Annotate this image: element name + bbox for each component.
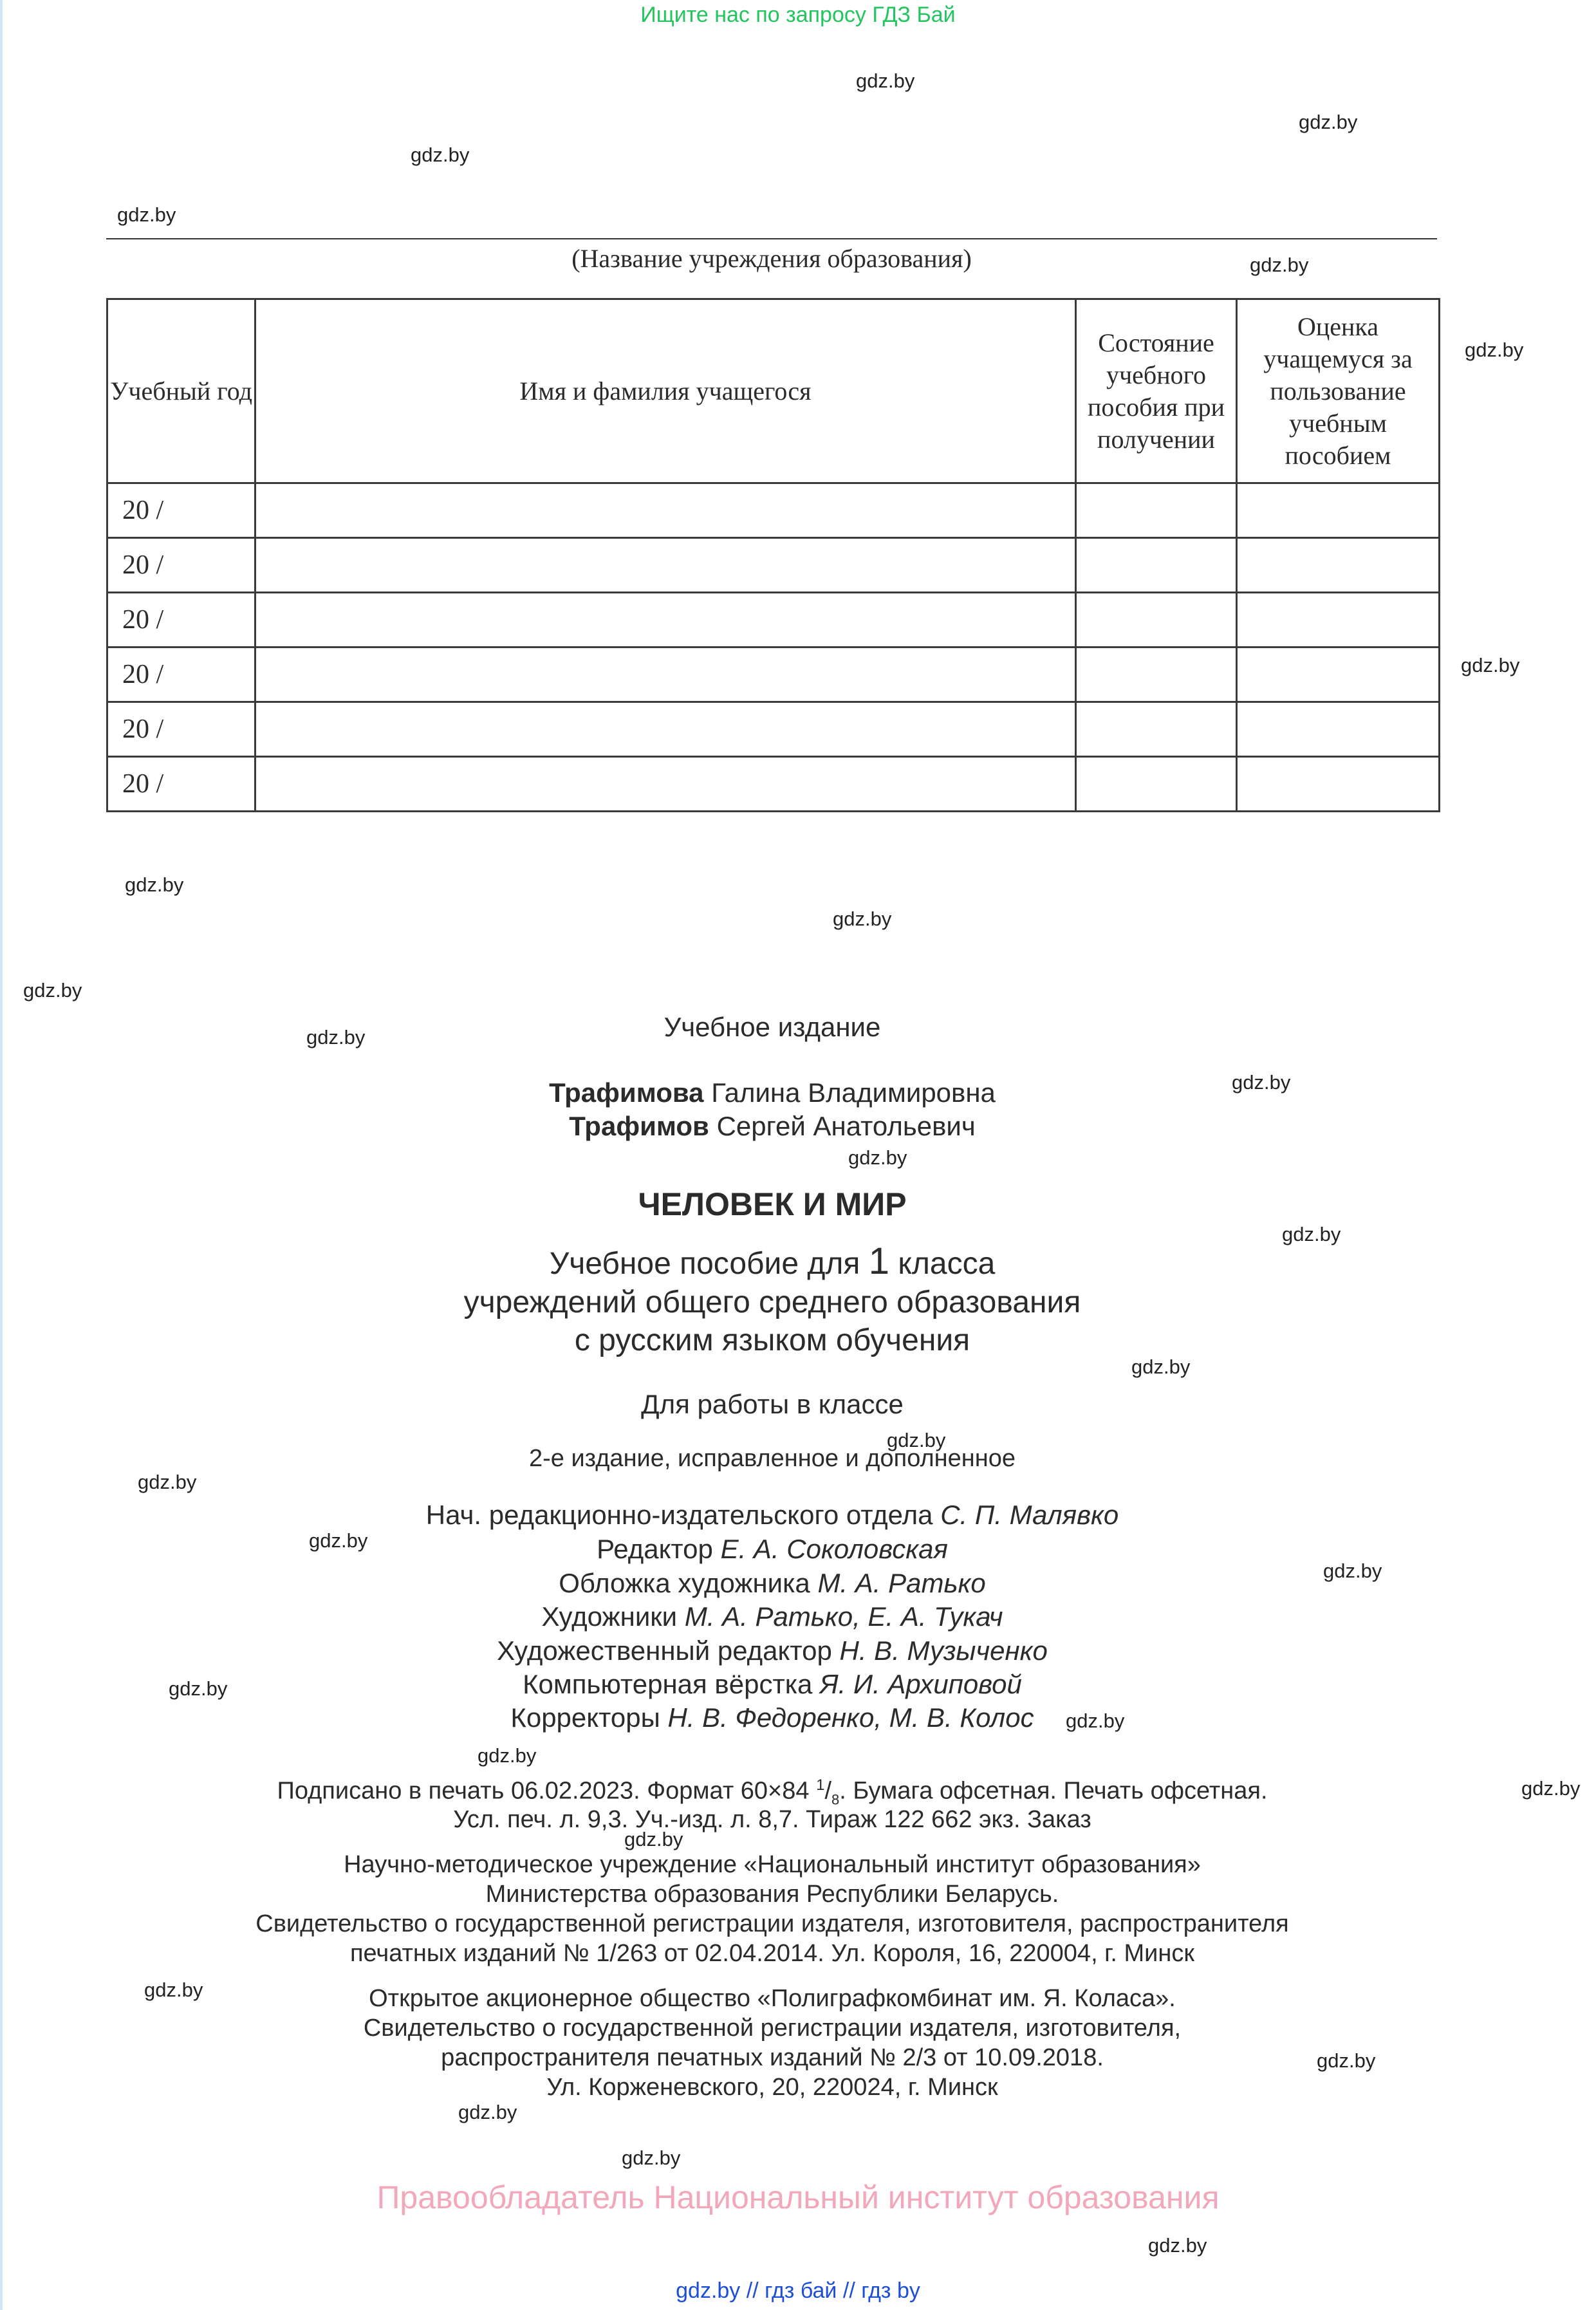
credit-person: М. А. Ратько, Е. А. Тукач <box>684 1601 1003 1632</box>
condition-cell <box>1076 702 1237 757</box>
student-name-cell <box>255 647 1076 702</box>
publisher-line: Министерства образования Республики Беларусь. <box>485 1881 1059 1908</box>
copyright-holder: Правообладатель Национальный институт образования <box>376 2179 1220 2215</box>
credit-role: Нач. редакционно-издательского отдела <box>425 1500 933 1530</box>
table-row <box>107 757 1440 812</box>
credit-role: Компьютерная вёрстка <box>523 1669 813 1699</box>
grade-cell <box>1237 757 1440 812</box>
year-cell: 20 / <box>107 757 255 812</box>
credit-person: С. П. Малявко <box>940 1500 1119 1530</box>
book-title: ЧЕЛОВЕК И МИР <box>638 1186 907 1222</box>
watermark: gdz.by <box>411 144 470 166</box>
watermark: gdz.by <box>1521 1777 1581 1800</box>
subtitle-line-3: с русским языком обучения <box>574 1323 970 1357</box>
year-cell: 20 / <box>107 538 255 593</box>
watermark: gdz.by <box>1323 1560 1382 1582</box>
header-condition: Состояние учебного пособия при получении <box>1076 299 1237 483</box>
author-2-surname: Трафимов <box>569 1111 709 1141</box>
credit-line <box>0 1568 1545 1599</box>
credit-line <box>0 1669 1545 1700</box>
watermark: gdz.by <box>309 1529 368 1552</box>
credit-person: М. А. Ратько <box>817 1568 986 1598</box>
watermark: gdz.by <box>1299 111 1358 133</box>
condition-cell <box>1076 538 1237 593</box>
table-row <box>107 593 1440 647</box>
printer-line: Ул. Корженевского, 20, 220024, г. Минск <box>546 2074 998 2101</box>
watermark: gdz.by <box>1250 254 1309 276</box>
condition-cell <box>1076 647 1237 702</box>
credit-role: Редактор <box>597 1534 713 1564</box>
printer-line: распространителя печатных изданий № 2/3 от 10.09.2018. <box>441 2044 1104 2071</box>
table-row <box>107 647 1440 702</box>
watermark: gdz.by <box>1317 2049 1376 2072</box>
author-1 <box>0 1077 1545 1108</box>
credit-person: Н. В. Федоренко, М. В. Колос <box>667 1702 1034 1733</box>
printer-line: Открытое акционерное общество «Полиграфкомбинат им. Я. Коласа». <box>369 1985 1176 2012</box>
watermark: gdz.by <box>887 1429 946 1451</box>
subtitle-grade: 1 <box>868 1240 889 1282</box>
table-row <box>107 483 1440 538</box>
watermark: gdz.by <box>848 1146 907 1169</box>
student-name-cell <box>255 483 1076 538</box>
condition-cell <box>1076 483 1237 538</box>
watermark: gdz.by <box>624 1828 683 1850</box>
edition-note: 2-е издание, исправленное и дополненное <box>528 1445 1016 1472</box>
watermark: gdz.by <box>458 2101 517 2123</box>
bottom-banner[interactable]: gdz.by // гдз бай // гдз by <box>676 2278 920 2303</box>
student-name-cell <box>255 538 1076 593</box>
watermark: gdz.by <box>1282 1223 1341 1245</box>
author-1-surname: Трафимова <box>549 1077 704 1108</box>
subtitle-prefix: Учебное пособие для <box>549 1247 860 1281</box>
credit-line <box>0 1702 1545 1733</box>
watermark: gdz.by <box>1232 1071 1291 1094</box>
credit-role: Обложка художника <box>559 1568 810 1598</box>
watermark: gdz.by <box>478 1744 537 1767</box>
watermark: gdz.by <box>1066 1709 1125 1732</box>
credit-line <box>0 1601 1545 1632</box>
credit-role: Художественный редактор <box>497 1635 832 1666</box>
author-1-name: Галина Владимировна <box>711 1077 996 1108</box>
watermark: gdz.by <box>125 873 184 896</box>
condition-cell <box>1076 593 1237 647</box>
publisher-line: печатных изданий № 1/263 от 02.04.2014. Ул. Короля, 16, 220004, г. Минск <box>349 1940 1195 1967</box>
grade-cell <box>1237 702 1440 757</box>
table-row <box>107 538 1440 593</box>
signed-to-print: Подписано в печать 06.02.2023. Формат 60×84 $^1/_8$. Бумага офсетная. Печать офсетная. <box>277 1776 1268 1808</box>
signed-suffix: Бумага офсетная. Печать офсетная. <box>853 1777 1268 1805</box>
subtitle-suffix: класса <box>898 1247 996 1281</box>
student-name-cell <box>255 757 1076 812</box>
credit-person: Я. И. Архиповой <box>820 1669 1022 1699</box>
grade-cell <box>1237 647 1440 702</box>
loan-record-table <box>106 298 1440 812</box>
top-banner: Ищите нас по запросу ГДЗ Бай <box>640 3 956 27</box>
credit-line <box>0 1635 1545 1666</box>
credit-person: Е. А. Соколовская <box>720 1534 948 1564</box>
header-grade: Оценка учащемуся за пользование учебным пособием <box>1237 299 1440 483</box>
author-2 <box>0 1111 1545 1142</box>
watermark: gdz.by <box>117 203 176 226</box>
institution-caption: (Название учреждения образования) <box>571 244 972 273</box>
credit-line <box>0 1534 1545 1565</box>
watermark: gdz.by <box>856 70 915 92</box>
watermark: gdz.by <box>622 2147 681 2169</box>
author-2-name: Сергей Анатольевич <box>716 1111 976 1141</box>
print-sheets: Усл. печ. л. 9,3. Уч.-изд. л. 8,7. Тираж 122 662 экз. Заказ <box>453 1806 1091 1833</box>
watermark: gdz.by <box>833 908 892 930</box>
credit-role: Корректоры <box>510 1702 660 1733</box>
grade-cell <box>1237 538 1440 593</box>
year-cell: 20 / <box>107 593 255 647</box>
year-cell: 20 / <box>107 483 255 538</box>
student-name-cell <box>255 593 1076 647</box>
publisher-line: Свидетельство о государственной регистрации издателя, изготовителя, распространителя <box>255 1910 1289 1937</box>
header-year: Учебный год <box>107 299 255 483</box>
condition-cell <box>1076 757 1237 812</box>
watermark: gdz.by <box>144 1979 203 2001</box>
institution-line <box>106 238 1437 239</box>
table-row <box>107 702 1440 757</box>
credit-line <box>0 1500 1545 1531</box>
printer-line: Свидетельство о государственной регистрации издателя, изготовителя, <box>363 2015 1182 2042</box>
subtitle-line-2: учреждений общего среднего образования <box>463 1285 1081 1319</box>
edition-type: Учебное издание <box>663 1012 881 1042</box>
signed-prefix: Подписано в печать 06.02.2023. Формат 60×84 <box>277 1777 810 1805</box>
subtitle-line-1 <box>0 1240 1545 1283</box>
year-cell: 20 / <box>107 702 255 757</box>
format-numerator: 1 <box>816 1776 825 1794</box>
grade-cell <box>1237 483 1440 538</box>
format-denominator: 8 <box>831 1791 840 1808</box>
credit-person: Н. В. Музыченко <box>839 1635 1048 1666</box>
publisher-line: Научно-методическое учреждение «Национальный институт образования» <box>344 1851 1201 1878</box>
watermark: gdz.by <box>1131 1355 1191 1378</box>
watermark: gdz.by <box>138 1471 197 1493</box>
watermark: gdz.by <box>306 1026 366 1048</box>
credit-role: Художники <box>541 1601 678 1632</box>
year-cell: 20 / <box>107 647 255 702</box>
table-header-row <box>107 299 1440 483</box>
watermark: gdz.by <box>1465 339 1524 361</box>
grade-cell <box>1237 593 1440 647</box>
watermark: gdz.by <box>1148 2234 1207 2257</box>
watermark: gdz.by <box>1461 654 1520 676</box>
header-student-name: Имя и фамилия учащегося <box>255 299 1076 483</box>
watermark: gdz.by <box>23 979 82 1001</box>
student-name-cell <box>255 702 1076 757</box>
work-mode: Для работы в классе <box>641 1389 904 1419</box>
watermark: gdz.by <box>169 1677 228 1700</box>
